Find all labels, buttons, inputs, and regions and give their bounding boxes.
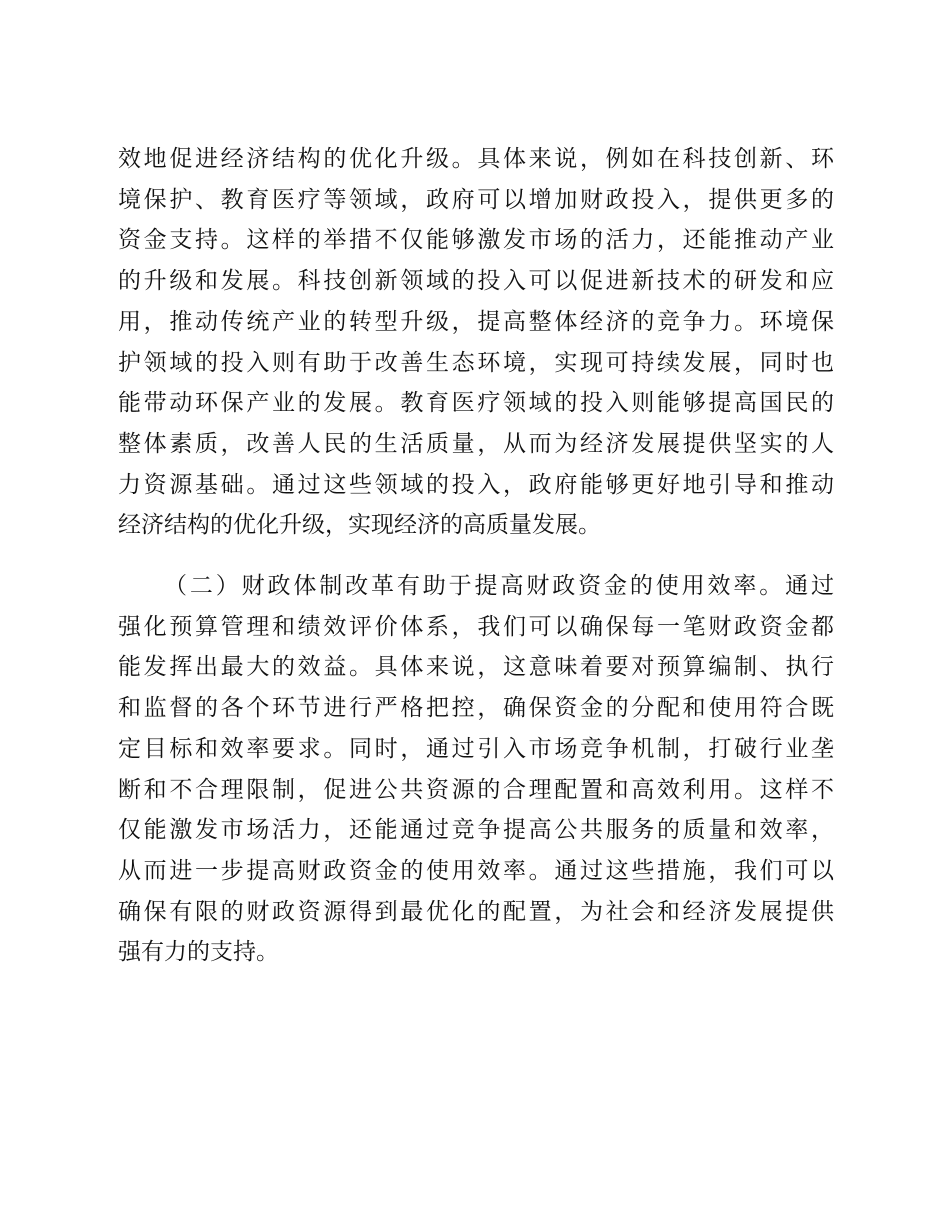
paragraph-line: 效地促进经济结构的优化升级。具体来说，例如在科技创新、环 xyxy=(118,146,834,172)
paragraph-line: 断和不合理限制，促进公共资源的合理配置和高效利用。这样不 xyxy=(118,776,834,803)
paragraph-line: 的升级和发展。科技创新领域的投入可以促进新技术的研发和应 xyxy=(118,268,834,295)
paragraph-line: 整体素质，改善人民的生活质量，从而为经济发展提供坚实的人 xyxy=(118,430,834,457)
paragraph-line: 护领域的投入则有助于改善生态环境，实现可持续发展，同时也 xyxy=(118,349,834,376)
paragraph-line: 境保护、教育医疗等领域，政府可以增加财政投入，提供更多的 xyxy=(118,186,834,213)
paragraph-line: 能带动环保产业的发展。教育医疗领域的投入则能够提高国民的 xyxy=(118,390,834,417)
paragraph-line: 和监督的各个环节进行严格把控，确保资金的分配和使用符合既 xyxy=(118,695,834,722)
paragraph-line: 确保有限的财政资源得到最优化的配置，为社会和经济发展提供 xyxy=(118,898,834,925)
paragraph-line: 强化预算管理和绩效评价体系，我们可以确保每一笔财政资金都 xyxy=(118,613,834,640)
paragraph-line: 用，推动传统产业的转型升级，提高整体经济的竞争力。环境保 xyxy=(118,308,834,335)
paragraph-line: 定目标和效率要求。同时，通过引入市场竞争机制，打破行业垄 xyxy=(118,735,834,762)
paragraph-1 xyxy=(118,139,834,546)
paragraph-2 xyxy=(118,566,834,973)
paragraph-line: 经济结构的优化升级，实现经济的高质量发展。 xyxy=(118,512,601,539)
paragraph-line: 仅能激发市场活力，还能通过竞争提高公共服务的质量和效率， xyxy=(118,817,834,844)
paragraph-line: 强有力的支持。 xyxy=(118,939,279,966)
paragraph-line: （二）财政体制改革有助于提高财政资金的使用效率。通过 xyxy=(164,573,834,599)
paragraph-line: 能发挥出最大的效益。具体来说，这意味着要对预算编制、执行 xyxy=(118,654,834,681)
paragraph-line: 资金支持。这样的举措不仅能够激发市场的活力，还能推动产业 xyxy=(118,227,834,254)
paragraph-line: 从而进一步提高财政资金的使用效率。通过这些措施，我们可以 xyxy=(118,857,834,884)
paragraph-line: 力资源基础。通过这些领域的投入，政府能够更好地引导和推动 xyxy=(118,471,834,498)
